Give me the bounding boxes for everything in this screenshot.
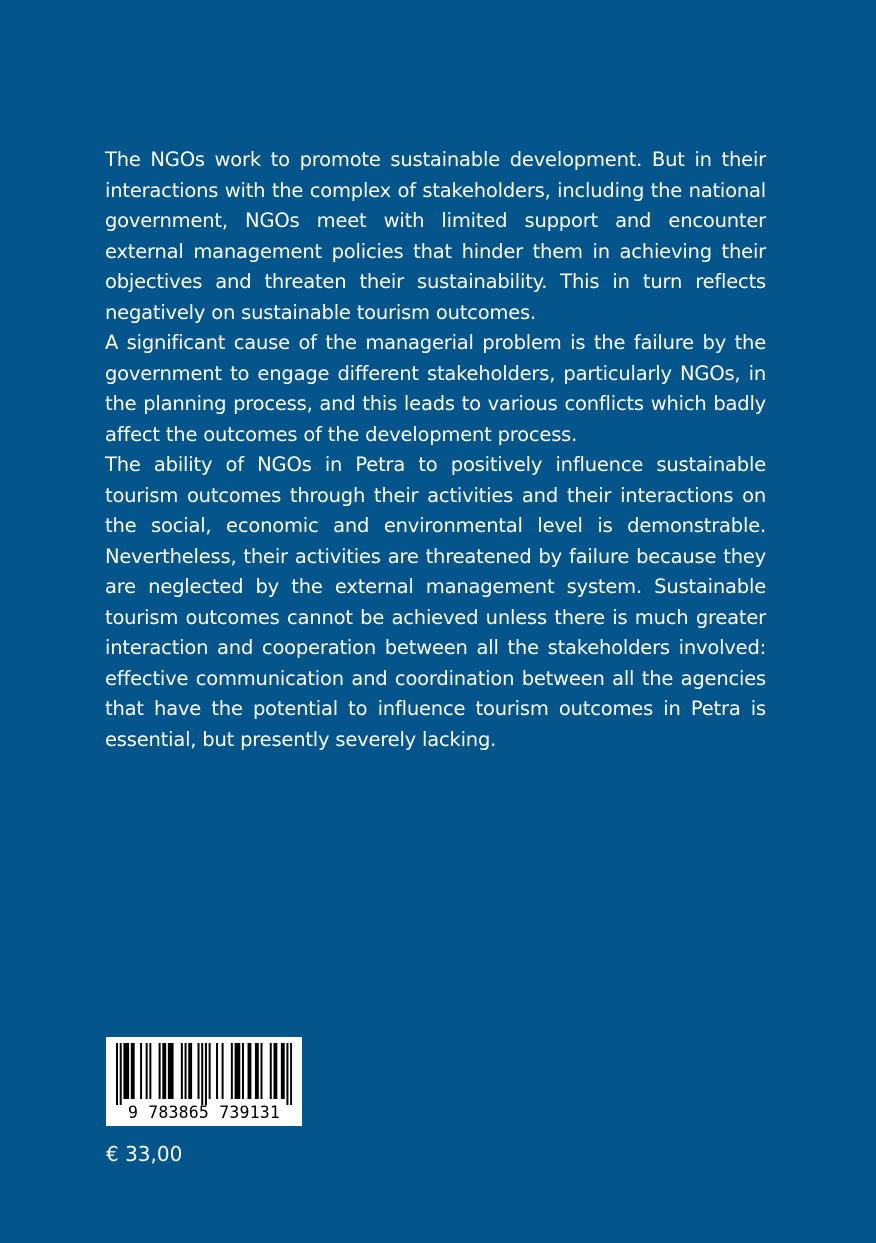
barcode-bar	[281, 1043, 285, 1099]
barcode-bar	[231, 1043, 233, 1099]
barcode-bar	[168, 1043, 174, 1099]
barcode-bar	[188, 1043, 192, 1099]
barcode-bar	[242, 1043, 244, 1099]
barcode-guard-bar	[116, 1043, 118, 1105]
barcode-bar	[146, 1043, 148, 1099]
barcode-bar	[248, 1043, 252, 1099]
barcode-bar	[149, 1043, 151, 1099]
barcode-bar	[216, 1043, 218, 1099]
barcode-guard-bar	[290, 1043, 292, 1105]
barcode-bar	[162, 1043, 166, 1099]
barcode-bar	[159, 1043, 161, 1099]
blurb-paragraph-3: The ability of NGOs in Petra to positively influence sustainable tourism outcomes through their activities and their interactions on the social, economic and environmental level is demonstrable. Nevertheless, their activities are threatened by failure because they are neglected by the external management system. Sustainable tourism outcomes cannot be achieved unless there is much greater interaction and cooperation between all the stakeholders involved: effective communication and coordination between all the agencies that have the potential to influence tourism outcomes in Petra is essential, but presently severely lacking.	[105, 453, 766, 751]
barcode-bar	[261, 1043, 263, 1099]
barcode-bar	[273, 1043, 277, 1099]
barcode-bar	[123, 1043, 129, 1099]
barcode-bar	[270, 1043, 272, 1099]
barcode-bar	[181, 1043, 183, 1099]
blurb-paragraph-2: A significant cause of the managerial problem is the failure by the government to engage different stakeholders, particularly NGOs, in the planning process, and this leads to various conflicts which badly affect the outcomes of the development process.	[105, 331, 766, 446]
price-label: € 33,00	[106, 1142, 183, 1166]
barcode-bar	[222, 1043, 224, 1099]
barcode-bar	[131, 1043, 135, 1099]
barcode-guard-bar	[201, 1043, 203, 1105]
barcode-bar	[185, 1043, 187, 1099]
isbn-barcode	[106, 1037, 302, 1126]
barcode-guard-bar	[120, 1043, 122, 1105]
blurb-paragraph-1: The NGOs work to promote sustainable development. But in their interactions with the complex of stakeholders, including the national government, NGOs meet with limited support and encounter external management policies that hinder them in achieving their objectives and threaten their sustainability. This in turn reflects negatively on sustainable tourism outcomes.	[105, 148, 766, 324]
barcode-bar	[140, 1043, 142, 1099]
barcode-bars-icon	[116, 1043, 292, 1105]
isbn-number: 9 783865 739131	[127, 1103, 280, 1122]
barcode-bar	[209, 1043, 211, 1099]
barcode-bar	[255, 1043, 259, 1099]
barcode-bar	[198, 1043, 200, 1099]
barcode-bar	[235, 1043, 241, 1099]
barcode-guard-bar	[205, 1043, 207, 1105]
back-cover-blurb	[105, 145, 766, 755]
barcode-guard-bar	[286, 1043, 288, 1105]
